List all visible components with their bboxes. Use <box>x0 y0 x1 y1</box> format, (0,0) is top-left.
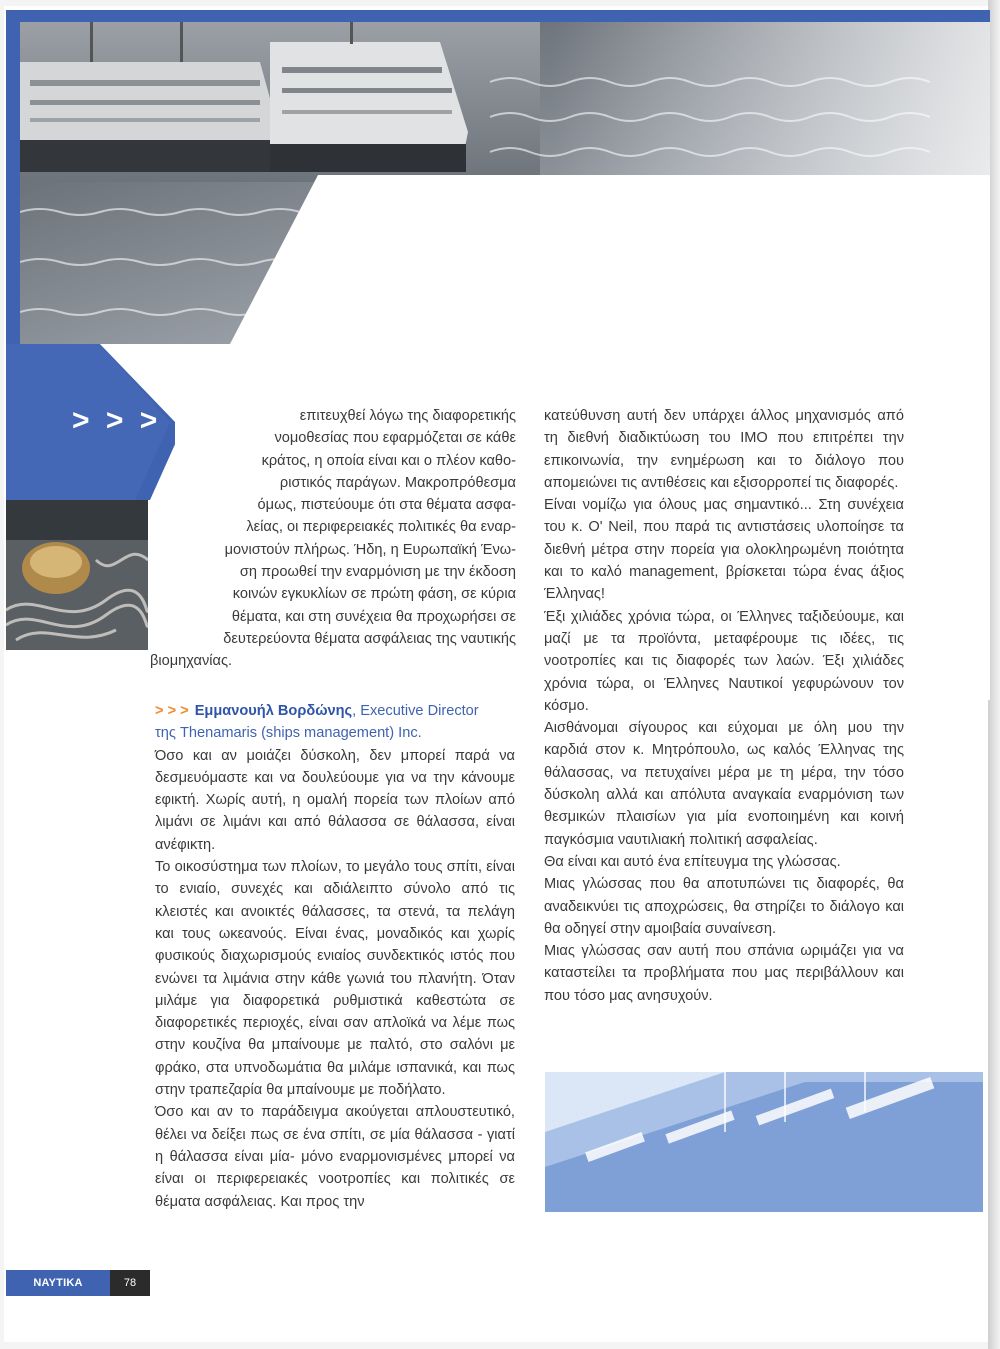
paragraph: Όσο και αν μοιάζει δύσκολη, δεν μπορεί παρά να δεσμευόμαστε και να δουλεύουμε για να την κάνουμε εφικτή. Χωρίς αυτή, η ομαλή πορεία των πλοίων από λιμάνι σε λιμάνι και από θάλασσα σε θάλασσα, είναι ανέφικτη. <box>155 747 515 853</box>
speaker-title: , Executive Director <box>352 703 479 719</box>
page-footer <box>6 1270 146 1315</box>
text-line: δευτερεύοντα θέματα ασφάλειας της ναυτικής <box>223 630 516 647</box>
page-number: 78 <box>110 1270 150 1296</box>
left-column-body <box>155 700 515 1213</box>
speaker-arrows: > > > <box>155 703 189 719</box>
text-line: βιομηχανίας. <box>150 653 233 670</box>
paragraph: Αισθάνομαι σίγουρος και εύχομαι με όλη μου την καρδιά στον κ. Μητρόπουλο, ως καλός Έλληνας της θάλασσας, να πετυχαίνει μέρα με τη μέρα, την τόσο δύσκολη αλλά και απόλυτα αναγκαία εναρμόνιση των θεσμικών πλαισίων για μία ενοποιημένη και κοινή παγκόσμια ναυτιλιακή πολιτική ασφαλείας. <box>544 720 904 848</box>
left-column-intro <box>150 405 516 673</box>
decorative-chevrons: > > > <box>72 404 162 437</box>
speaker-company: της Thenamaris (ships management) Inc. <box>155 725 422 742</box>
text-line: κοινών εγκυκλίων σε πρώτη φάση, σε κύρια <box>232 586 516 603</box>
paragraph: Μιας γλώσσας που θα αποτυπώνει τις διαφορές, θα αναδεικνύει τις αποχρώσεις, θα στηρίζει το διάλογο και θα οδηγεί στην αμοιβαία συναίνεση. <box>544 876 904 937</box>
paragraph: Είναι νομίζω για όλους μας σημαντικό... Στη συνέχεια του κ. Ο' Neil, που παρά τις αντιστάσεις υλοποίησε τα διεθνή μέτρα στην πορεία για ολοκληρωμένη ποιότητα και το καλό management, βρίσκεται τώρα ένας άξιος Έλληνας! <box>544 497 904 603</box>
port-cranes-photo <box>545 1072 983 1212</box>
paragraph: Έξι χιλιάδες χρόνια τώρα, οι Έλληνες ταξιδεύουμε, και μαζί με τα προϊόντα, μεταφέρουμε τις ιδέες, τις νοοτροπίες και τις διαφορές των λαών. Έξι χιλιάδες χρόνια τώρα, οι Έλληνες Ναυτικοί γεφυρώνουν τον κόσμο. <box>544 608 904 714</box>
text-line: νομοθεσίας που εφαρμόζεται σε κάθε <box>274 430 516 447</box>
paragraph: Το οικοσύστημα των πλοίων, το μεγάλο τους σπίτι, είναι το ενιαίο, συνεχές και αδιάλειπτο σύνολο από τις κλειστές και ανοικτές θάλασσες, τα στενά, τα πελάγη και τους ωκεανούς. Είναι ένας, μοναδικός και χωρίς φυσικούς διαχωρισμούς ενιαίος συνδεκτικός ιστός που ενώνει τα λιμάνια στην κάθε γωνιά του πλανήτη. Όταν μιλάμε για διαφορετικά ρυθμιστικά καθεστώτα σε διαφορετικές περιοχές, είναι σαν απλοϊκά να λέμε πως στην κουζίνα θα μπαίνουμε με παλτό, στο σαλόνι με φράκο, στα υπνοδωμάτια θα μιλάμε ισπανικά, και πως στην τραπεζαρία θα μπαίνουμε με ποδήλατο. <box>155 859 515 1099</box>
magazine-name: ΝΑΥΤΙΚΑ ΧΡΟΝΙΚΑ <box>6 1270 110 1296</box>
text-line: επιτευχθεί λόγω της διαφορετικής <box>299 408 516 424</box>
text-line: ριστικός παράγων. Μακροπρόθεσμα <box>279 474 516 491</box>
paragraph: Όσο και αν το παράδειγμα ακούγεται απλουστευτικό, θέλει να δείξει πως σε ένα σπίτι, σε μία θάλασσα - γιατί η θάλασσα είναι μία- μόνο εναρμονισμένες μπορεί να είναι οι περιφερειακές νοοτροπίες και πολιτικές σε θέματα ασφάλειας. Και προς την <box>155 1104 515 1210</box>
text-line: ση προωθεί την εναρμόνιση με την έκδοση <box>239 564 516 581</box>
text-line: κράτος, η οποία είναι και ο πλέον καθο- <box>261 452 516 469</box>
right-column-body <box>544 405 904 1007</box>
mooring-rope-photo <box>6 500 148 650</box>
text-line: θέματα, και στη συνέχεια θα προχωρήσει σε <box>231 608 516 625</box>
text-line: όμως, πιστεύουμε ότι στα θέματα ασφα- <box>257 497 516 514</box>
paragraph: Μιας γλώσσας σαν αυτή που σπάνια ωριμάζει για να καταστείλει τα προβλήματα που μας περιβάλλουν και που τόσο μας ανησυχούν. <box>544 943 904 1004</box>
paragraph: Θα είναι και αυτό ένα επίτευγμα της γλώσσας. <box>544 853 841 870</box>
speaker-name: Εμμανουήλ Βορδώνης <box>194 703 353 719</box>
speaker-heading <box>155 700 515 722</box>
paragraph: κατεύθυνση αυτή δεν υπάρχει άλλος μηχανισμός από τη διεθνή διαδικτύωση του ΙΜΟ που επιτρέπει την επικοινωνία, την ενημέρωση και το διάλογο που απομειώνει τις αντιθέσεις και εξισορροπεί τις διαφορές. <box>544 408 904 491</box>
text-line: λείας, οι περιφερειακές πολιτικές θα εναρ- <box>246 519 516 536</box>
text-line: μονιστούν πλήρως. Ήδη, η Ευρωπαϊκή Ένω- <box>224 541 516 558</box>
